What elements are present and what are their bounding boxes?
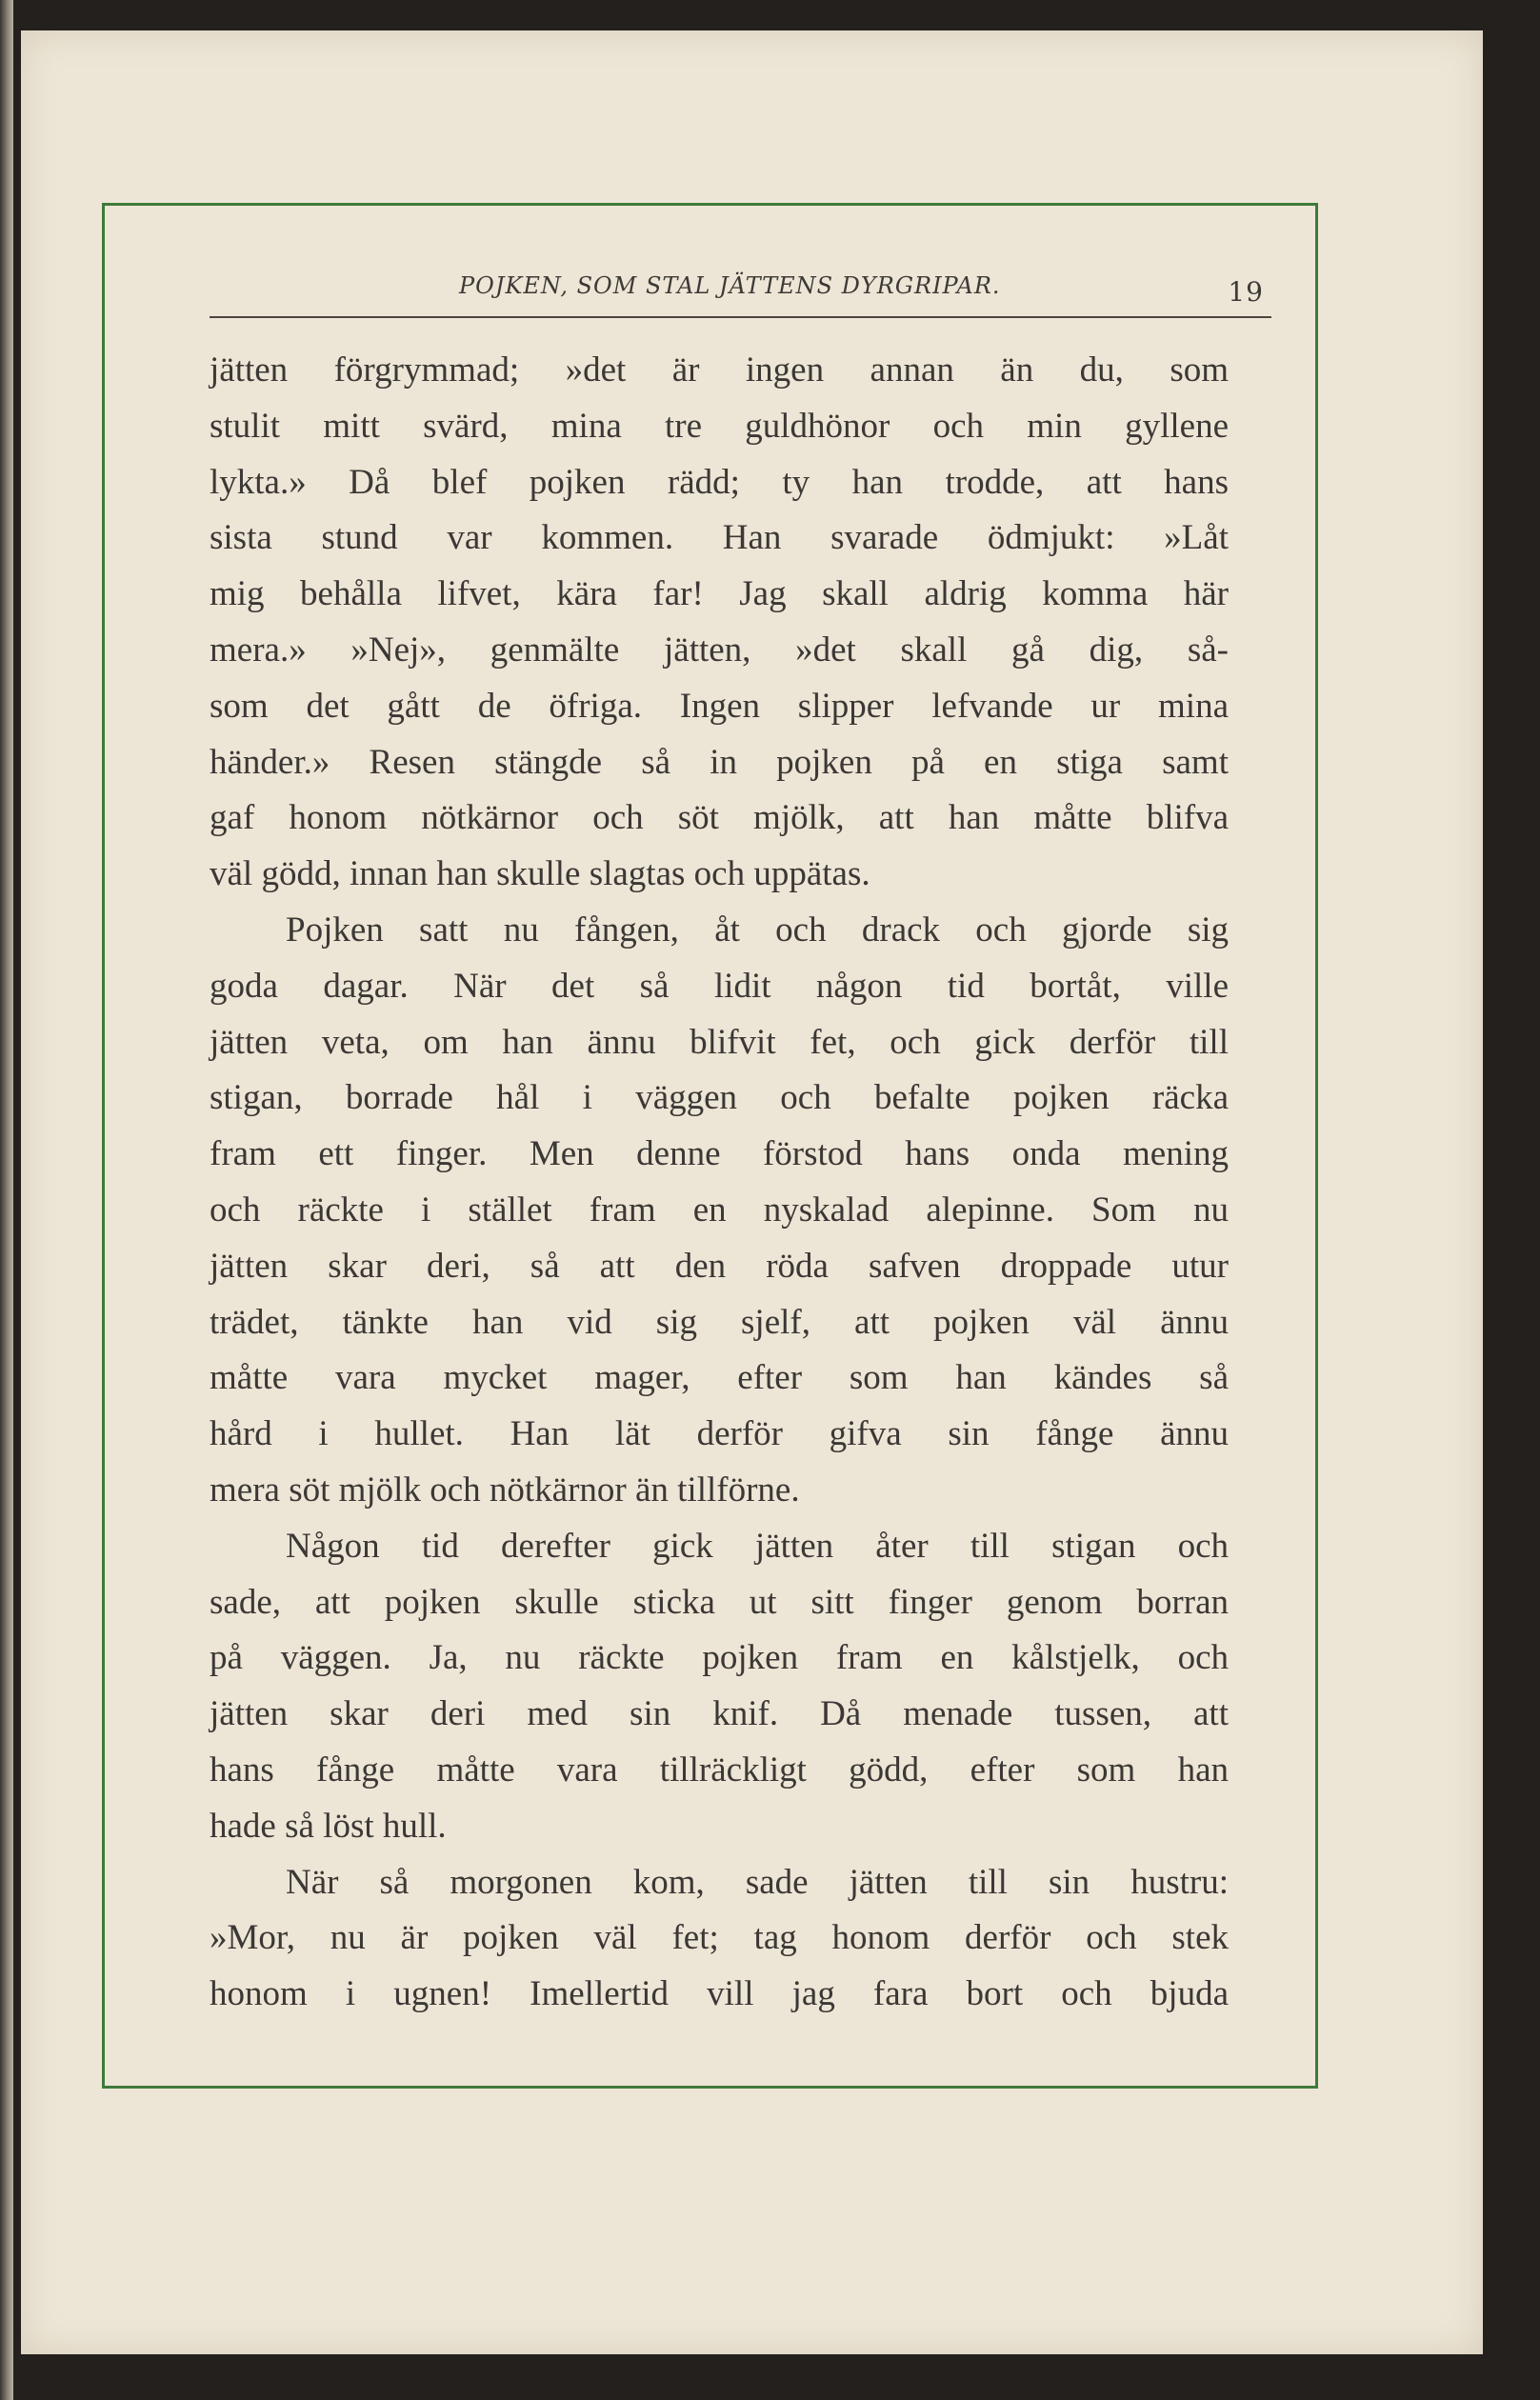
text-line: jätten förgrymmad; »det är ingen annan än du, som	[210, 350, 1229, 390]
page-number: 19	[1228, 276, 1264, 308]
text-line: mera.» »Nej», genmälte jätten, »det skall gå dig, så-	[210, 630, 1229, 670]
text-line: lykta.» Då blef pojken rädd; ty han trodde, att hans	[210, 462, 1229, 502]
text-line: och räckte i stället fram en nyskalad alepinne. Som nu	[210, 1190, 1229, 1230]
text-line: fram ett finger. Men denne förstod hans onda mening	[210, 1134, 1229, 1174]
book-spine-edge	[0, 0, 13, 2400]
text-line: honom i ugnen! Imellertid vill jag fara bort och bjuda	[210, 1974, 1229, 2014]
text-line: jätten skar deri, så att den röda safven droppade utur	[210, 1246, 1229, 1286]
text-line: sade, att pojken skulle sticka ut sitt finger genom borran	[210, 1582, 1229, 1622]
text-line: hård i hullet. Han lät derför gifva sin fånge ännu	[210, 1414, 1229, 1454]
text-line: stulit mitt svärd, mina tre guldhönor och min gyllene	[210, 406, 1229, 446]
text-line: jätten veta, om han ännu blifvit fet, och gick derför till	[210, 1022, 1229, 1062]
text-line: hans fånge måtte vara tillräckligt gödd, efter som han	[210, 1750, 1229, 1790]
text-line: sista stund var kommen. Han svarade ödmjukt: »Låt	[210, 518, 1229, 558]
text-line: mera söt mjölk och nötkärnor än tillförne.	[210, 1470, 800, 1510]
text-line: Någon tid derefter gick jätten åter till stigan och	[286, 1526, 1229, 1566]
text-line: som det gått de öfriga. Ingen slipper lefvande ur mina	[210, 686, 1229, 726]
body-text	[210, 343, 1229, 2023]
text-line: mig behålla lifvet, kära far! Jag skall aldrig komma här	[210, 574, 1229, 614]
text-line: Pojken satt nu fången, åt och drack och gjorde sig	[286, 910, 1229, 950]
text-line: gaf honom nötkärnor och söt mjölk, att han måtte blifva	[210, 798, 1229, 838]
text-line: måtte vara mycket mager, efter som han kändes så	[210, 1358, 1229, 1398]
text-line: trädet, tänkte han vid sig sjelf, att pojken väl ännu	[210, 1302, 1229, 1342]
text-line: jätten skar deri med sin knif. Då menade tussen, att	[210, 1694, 1229, 1734]
running-head-title: POJKEN, SOM STAL JÄTTENS DYRGRIPAR.	[459, 272, 1001, 299]
text-line: goda dagar. När det så lidit någon tid bortåt, ville	[210, 966, 1229, 1006]
text-line: stigan, borrade hål i väggen och befalte pojken räcka	[210, 1078, 1229, 1118]
text-line: När så morgonen kom, sade jätten till sin hustru:	[286, 1862, 1229, 1902]
text-line: hade så löst hull.	[210, 1806, 447, 1846]
text-line: »Mor, nu är pojken väl fet; tag honom derför och stek	[210, 1918, 1229, 1958]
text-line: väl gödd, innan han skulle slagtas och uppätas.	[210, 854, 870, 894]
running-head	[210, 269, 1271, 318]
text-line: händer.» Resen stängde så in pojken på en stiga samt	[210, 742, 1229, 782]
text-line: på väggen. Ja, nu räckte pojken fram en kålstjelk, och	[210, 1638, 1229, 1678]
